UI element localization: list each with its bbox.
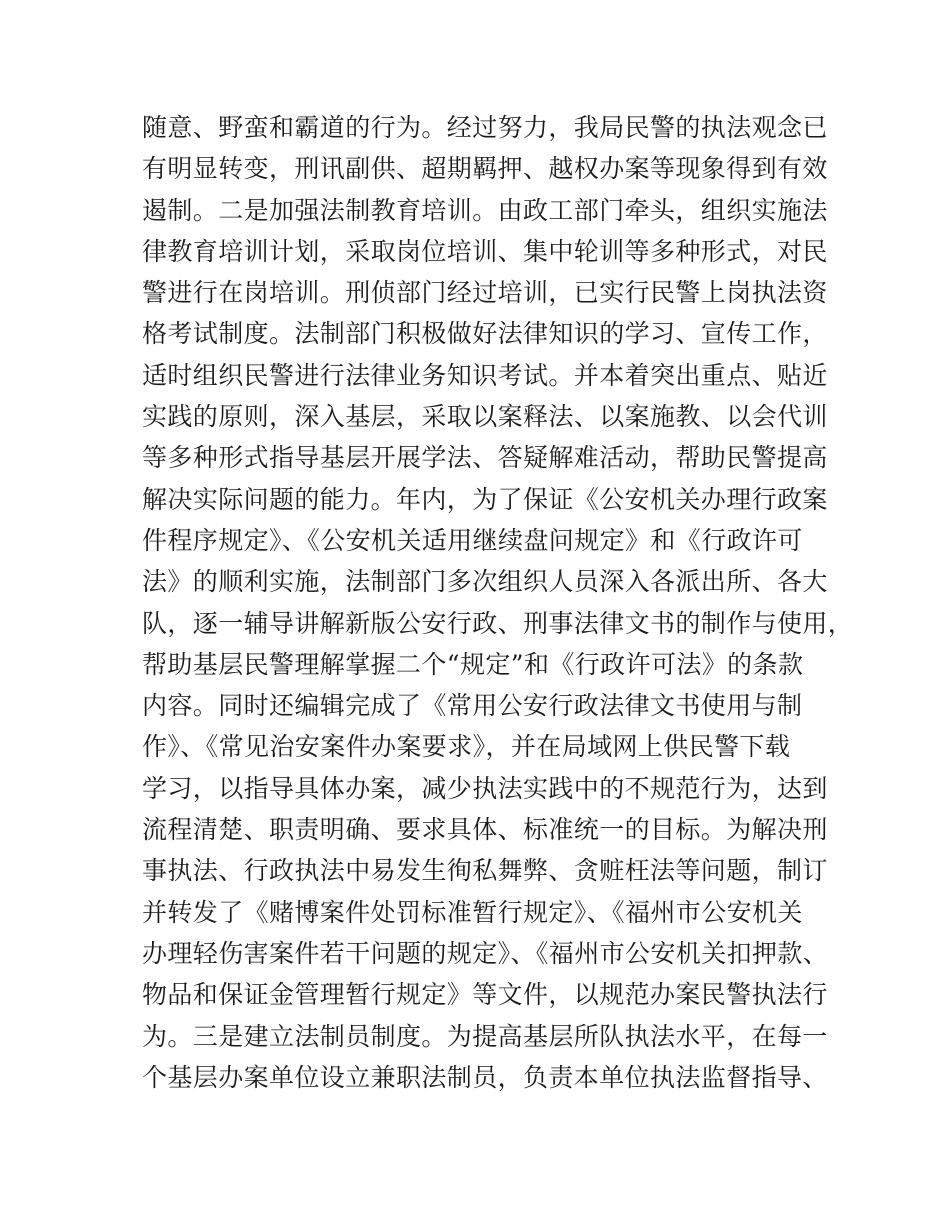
text-line: 内容。同时还编辑完成了《常用公安行政法律文书使用与制: [142, 691, 803, 721]
text-line: 学习，以指导具体办案，减少执法实践中的不规范行为，达到: [142, 773, 828, 803]
text-line: 事执法、行政执法中易发生徇私舞弊、贪赃枉法等问题，制订: [142, 856, 828, 886]
text-line: 队，逐一辅导讲解新版公安行政、刑事法律文书的制作与使用，: [142, 608, 854, 638]
text-line: 帮助基层民警理解掌握二个“规定”和《行政许可法》的条款: [142, 649, 804, 679]
text-line: 律教育培训计划，采取岗位培训、集中轮训等多种形式，对民: [142, 236, 828, 266]
text-line: 法》的顺利实施，法制部门多次组织人员深入各派出所、各大: [142, 567, 828, 597]
text-line: 遏制。二是加强法制教育培训。由政工部门牵头，组织实施法: [142, 195, 828, 225]
text-line: 实践的原则，深入基层，采取以案释法、以案施教、以会代训: [142, 402, 828, 432]
text-line: 解决实际问题的能力。年内，为了保证《公安机关办理行政案: [142, 484, 828, 514]
text-line: 有明显转变，刑讯副供、超期羁押、越权办案等现象得到有效: [142, 154, 828, 184]
text-line: 警进行在岗培训。刑侦部门经过培训，已实行民警上岗执法资: [142, 278, 828, 308]
text-line: 办理轻伤害案件若干问题的规定》、《福州市公安机关扣押款、: [142, 938, 829, 968]
text-line: 随意、野蛮和霸道的行为。经过努力，我局民警的执法观念已: [142, 113, 828, 142]
text-line: 物品和保证金管理暂行规定》等文件，以规范办案民警执法行: [142, 980, 828, 1010]
text-line: 为。三是建立法制员制度。为提高基层所队执法水平，在每一: [142, 1021, 828, 1051]
text-line: 适时组织民警进行法律业务知识考试。并本着突出重点、贴近: [142, 360, 828, 390]
text-line: 流程清楚、职责明确、要求具体、标准统一的目标。为解决刑: [142, 815, 828, 845]
text-line: 格考试制度。法制部门积极做好法律知识的学习、宣传工作，: [142, 319, 828, 349]
text-line: 作》、《常见治安案件办案要求》，并在局域网上供民警下载: [142, 732, 791, 762]
text-line: 并转发了《赌博案件处罚标准暂行规定》、《福州市公安机关: [142, 897, 803, 927]
text-line: 等多种形式指导基层开展学法、答疑解难活动，帮助民警提高: [142, 443, 828, 473]
text-line: 个基层办案单位设立兼职法制员，负责本单位执法监督指导、: [142, 1062, 828, 1092]
body-text: [142, 107, 854, 1098]
text-line: 件程序规定》、《公安机关适用继续盘问规定》和《行政许可: [142, 525, 803, 555]
